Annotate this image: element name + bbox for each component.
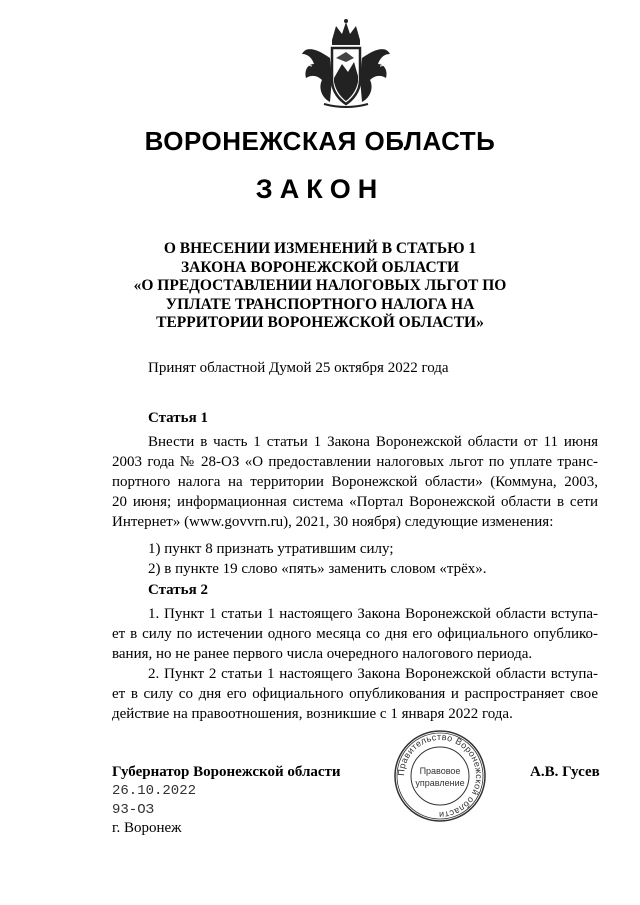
law-title-line: ЗАКОНА ВОРОНЕЖСКОЙ ОБЛАСТИ (180, 258, 460, 276)
paragraph-line: действие на правоотношения, возникшие с 1 января 2022 года. (112, 706, 513, 722)
law-title-line: ТЕРРИТОРИИ ВОРОНЕЖСКОЙ ОБЛАСТИ» (156, 314, 484, 331)
paragraph-line: 2003 года № 28-ОЗ «О предоставлении налоговых льгот по уплате транс- (112, 454, 598, 470)
paragraph-line: ет в силу со дня его официального опубликования и распространяет свое (112, 686, 598, 702)
amendment-item: 2) в пункте 19 слово «пять» заменить словом «трёх». (148, 561, 487, 577)
paragraph-line: 20 июня; информационная система «Портал Воронежской области в сети (112, 494, 598, 510)
law-number: 93-ОЗ (112, 802, 155, 818)
amendment-item: 1) пункт 8 признать утратившим силу; (148, 541, 394, 557)
coat-of-arms-emblem (296, 18, 396, 110)
document-type-heading: ЗАКОН (255, 174, 385, 204)
stamp-ring-text: Правительство Воронежской области (395, 731, 485, 821)
paragraph-line: Интернет» (www.govvrn.ru), 2021, 30 ноября) следующие изменения: (112, 514, 554, 530)
paragraph-line: ет в силу по истечении одного месяца со дня его официального опублико- (112, 626, 598, 642)
paragraph-line: портного налога на территории Воронежской области» (Коммуна, 2003, (112, 474, 598, 490)
law-title-line: «О ПРЕДОСТАВЛЕНИИ НАЛОГОВЫХ ЛЬГОТ ПО (133, 277, 507, 294)
official-stamp (392, 728, 488, 824)
law-title (100, 240, 540, 333)
paragraph-line: Внести в часть 1 статьи 1 Закона Воронежской области от 11 июня (148, 434, 598, 450)
article-1-heading: Статья 1 (148, 410, 208, 426)
signatory-name: А.В. Гусев (530, 764, 600, 780)
signing-city: г. Воронеж (112, 820, 182, 836)
article-2-heading: Статья 2 (148, 582, 208, 598)
paragraph-line: 2. Пункт 2 статьи 1 настоящего Закона Воронежской области вступа- (148, 666, 598, 682)
stamp-inner-line: Правовое (419, 766, 461, 776)
paragraph-line: 1. Пункт 1 статьи 1 настоящего Закона Воронежской области вступа- (148, 606, 598, 622)
signatory-title: Губернатор Воронежской области (112, 764, 341, 780)
law-title-line: О ВНЕСЕНИИ ИЗМЕНЕНИЙ В СТАТЬЮ 1 (163, 240, 477, 257)
paragraph-line: вания, но не ранее первого числа очередного налогового периода. (112, 646, 533, 662)
stamp-inner-line: управление (415, 778, 465, 788)
region-title: ВОРОНЕЖСКАЯ ОБЛАСТЬ (144, 126, 496, 156)
law-title-line: УПЛАТЕ ТРАНСПОРТНОГО НАЛОГА НА (165, 295, 475, 313)
adoption-statement: Принят областной Думой 25 октября 2022 года (148, 360, 449, 376)
signing-date: 26.10.2022 (112, 783, 197, 799)
